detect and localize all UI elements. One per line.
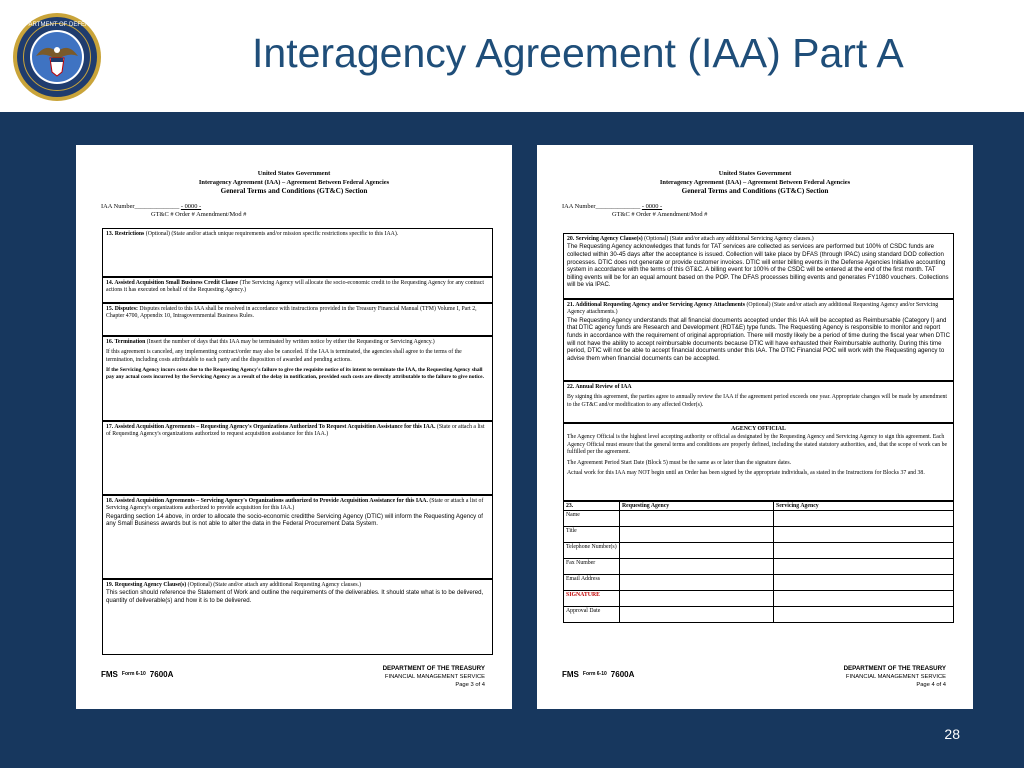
section-21-attachments bbox=[563, 299, 954, 381]
slide-page-number: 28 bbox=[944, 726, 960, 742]
fms-label: FMS bbox=[562, 670, 579, 679]
section-13-title: 13. Restrictions bbox=[106, 231, 145, 237]
section-19-typed-text: This section should reference the Statement of Work and outline the requirements of the deliverables. It should state what is to be delivered, quantity of deliverable(s) and how it is to be delivered. bbox=[106, 589, 484, 604]
sig-row-label: Email Address bbox=[564, 575, 620, 591]
dod-seal-icon bbox=[12, 12, 102, 102]
sig-row-label: Name bbox=[564, 511, 620, 527]
section-14-text: (The Servicing Agency will allocate the socio-economic credit to the Requesting Agency for any contract actions it has executed on behalf of the Requesting Agency.) bbox=[106, 280, 484, 294]
section-16-para3: If the Servicing Agency incurs costs due to the Requesting Agency's failure to give the requisite notice of its intent to terminate the IAA, the Requesting Agency shall pay any actual costs incurred by the Servicing Agency as a result of the delay in notification, provided such costs are directly attributable to the failure to give notice. bbox=[106, 367, 484, 381]
sig-row-label: Title bbox=[564, 527, 620, 543]
footer-service: FINANCIAL MANAGEMENT SERVICE bbox=[845, 674, 946, 680]
sig-cell-servicing bbox=[774, 527, 954, 543]
section-15-disputes bbox=[102, 303, 493, 336]
sig-cell-requesting bbox=[620, 575, 774, 591]
section-13-restrictions bbox=[102, 228, 493, 277]
section-18-typed-text: Regarding section 14 above, in order to allocate the socio-economic creditthe Servicing Agency (DTIC) will inform the Requesting Agency of any Small Business awards but is not able to alter the data in the Federal Procurement Data System. bbox=[106, 512, 483, 528]
sig-cell-servicing bbox=[774, 559, 954, 575]
table-row bbox=[564, 511, 954, 527]
gtc-row: GT&C # Order # Amendment/Mod # bbox=[612, 211, 708, 218]
table-row bbox=[564, 543, 954, 559]
iaa-number-row: IAA Number______________ - 0000 - bbox=[101, 203, 202, 210]
section-17-text: (State or attach a list of Requesting Agency's organizations authorized to request acquisition assistance for this IAA.) bbox=[106, 424, 485, 438]
footer-service: FINANCIAL MANAGEMENT SERVICE bbox=[384, 674, 485, 680]
sig-row-label: Approval Date bbox=[564, 607, 620, 623]
agency-official-section bbox=[563, 423, 954, 501]
section-20-typed-text: The Requesting Agency acknowledges that funds for TAT services are collected as services are performed but 100% of CSDC funds are collected within 30-45 days after the acceptance is issued. Collection will take place by DFAS (through IPAC) using standard DOD collection processes. DTIC does not generate or provide customer invoices. DTIC will enter billing events in the Defense Agencies Initiative accounting system in accordance with the terms of this GT&C. A billing event for 100% of the CSDC will be entered at the end of the first month. TAT billing events will be for an equal amount based on the POP. The DFAS processes billing events and generates FY1080 vouchers. Collections will be via IPAC. bbox=[567, 243, 949, 289]
doc-header-line1: United States Government bbox=[718, 170, 792, 177]
section-20-text: (Optional) (State and/or attach any additional Servicing Agency clauses.) bbox=[644, 236, 814, 242]
svg-text:DEPARTMENT OF DEFENSE: DEPARTMENT OF DEFENSE bbox=[16, 22, 98, 28]
sig-cell-servicing bbox=[774, 543, 954, 559]
section-22-annual-review bbox=[563, 381, 954, 423]
footer-dept: DEPARTMENT OF THE TREASURY bbox=[382, 665, 485, 672]
table-row bbox=[564, 559, 954, 575]
section-22-title: 22. Annual Review of IAA bbox=[567, 384, 632, 390]
section-16-termination bbox=[102, 336, 493, 421]
agency-official-p2: The Agreement Period Start Date (Block 5) must be the same as or later than the signature dates. bbox=[567, 459, 792, 466]
sig-row-label-signature: SIGNATURE bbox=[564, 591, 620, 607]
table-row bbox=[564, 607, 954, 623]
section-19-text: (Optional) (State and/or attach any additional Requesting Agency clauses.) bbox=[187, 582, 362, 588]
document-page-4 bbox=[537, 145, 973, 709]
sig-cell-requesting bbox=[620, 591, 774, 607]
document-header bbox=[76, 145, 512, 196]
section-19-requesting-clauses bbox=[102, 579, 493, 655]
section-17-title: 17. Assisted Acquisition Agreements – Requesting Agency's Organizations Authorized To Request Acquisition Assistance for this IAA. bbox=[106, 424, 436, 430]
section-22-text: By signing this agreement, the parties agree to annually review the IAA if the agreement period exceeds one year. Appropriate changes will be made by amendment to the GT&C and/or modification to any affected Order(s). bbox=[567, 394, 948, 408]
signature-table bbox=[563, 501, 954, 623]
footer-page-number: Page 4 of 4 bbox=[916, 682, 946, 688]
sig-cell-servicing bbox=[774, 591, 954, 607]
section-17-requesting-orgs bbox=[102, 421, 493, 495]
sig-cell-requesting bbox=[620, 607, 774, 623]
doc-header-line3: General Terms and Conditions (GT&C) Section bbox=[220, 187, 368, 196]
document-page-3 bbox=[76, 145, 512, 709]
sig-cell-requesting bbox=[620, 559, 774, 575]
section-20-title: 20. Servicing Agency Clause(s) bbox=[567, 236, 643, 242]
form-id bbox=[562, 670, 634, 679]
sig-cell-requesting bbox=[620, 543, 774, 559]
form-number: 7600A bbox=[149, 670, 174, 679]
agency-official-p1: The Agency Official is the highest level accepting authority or official as designated by the Requesting Agency and Servicing Agency to sign this agreement. Each Agency Official must ensure that the general terms and conditions are properly defined, including the stated statutory authorities, and, that the scope of work can be fulfilled per the agreement. bbox=[567, 434, 948, 456]
table-row bbox=[564, 575, 954, 591]
sig-cell-servicing bbox=[774, 607, 954, 623]
sig-table-number: 23. bbox=[564, 502, 620, 511]
document-footer bbox=[383, 665, 485, 689]
fms-label: FMS bbox=[101, 670, 118, 679]
sig-table-requesting-header: Requesting Agency bbox=[620, 502, 774, 511]
section-18-text: (State or attach a list of Servicing Agency's organizations authorized to provide acquisition for this IAA.) bbox=[106, 498, 484, 512]
document-header bbox=[537, 145, 973, 196]
sig-cell-servicing bbox=[774, 575, 954, 591]
gtc-row: GT&C # Order # Amendment/Mod # bbox=[151, 211, 247, 218]
doc-header-line2: Interagency Agreement (IAA) – Agreement Between Federal Agencies bbox=[659, 178, 851, 186]
section-14-title: 14. Assisted Acquisition Small Business Credit Clause bbox=[106, 280, 239, 286]
iaa-number-label: IAA Number bbox=[101, 203, 135, 210]
section-16-title: 16. Termination bbox=[106, 339, 146, 345]
section-19-title: 19. Requesting Agency Clause(s) bbox=[106, 582, 187, 588]
section-21-typed-text: The Requesting Agency understands that all financial documents accepted under this IAA will be accepted as Reimbursable (Category I) and that DTIC agency funds are Research and Development (RDT&E) type funds. The Requesting Agency is responsible to monitor and report funds in accordance with the requirement of original appropriation. There will mostly likely be a period of time during the fiscal year when DTIC will not have the ability to accept reimbursable documents because DTIC will have exhausted their Reimbursable authority. During this time period, DTIC will not be able to accept financial documents under this IAA. The DTIC Financial POC will work with the Requesting agency to advise them when financial documents can be accepted. bbox=[567, 316, 950, 362]
table-row bbox=[564, 527, 954, 543]
section-18-servicing-orgs bbox=[102, 495, 493, 579]
section-21-text: (Optional) (State and/or attach any additional Requesting Agency and/or Servicing Agency attachments.) bbox=[567, 302, 939, 316]
iaa-number-row: IAA Number______________ - 0000 - bbox=[562, 203, 663, 210]
agency-official-title: AGENCY OFFICIAL bbox=[731, 426, 786, 432]
section-15-text: Disputes related to this IAA shall be resolved in accordance with instructions provided in the Treasury Financial Manual (TFM) Volume I, Part 2, Chapter 4700, Appendix 10, Intragovernmental Business Rules. bbox=[106, 306, 477, 320]
form-label: Form 6-10 bbox=[582, 670, 607, 677]
section-15-title: 15. Disputes: bbox=[106, 306, 138, 312]
agency-official-p3: Actual work for this IAA may NOT begin until an Order has been signed by the appropriate individuals, as stated in the Instructions for Blocks 37 and 38. bbox=[567, 470, 925, 477]
doc-header-line2: Interagency Agreement (IAA) – Agreement Between Federal Agencies bbox=[198, 178, 390, 186]
doc-header-line1: United States Government bbox=[257, 170, 331, 177]
slide-title: Interagency Agreement (IAA) Part A bbox=[252, 30, 904, 76]
section-16-para2: If this agreement is canceled, any implementing contract/order may also be canceled. If the IAA is terminated, the agencies shall agree to the terms of the termination, including costs attributable to each party and the disposition of awarded and pending actions. bbox=[106, 349, 462, 363]
form-number: 7600A bbox=[610, 670, 635, 679]
section-16-text: (Insert the number of days that this IAA may be terminated by written notice by either the Requesting or Servicing Agency.) bbox=[146, 339, 435, 345]
sig-cell-requesting bbox=[620, 527, 774, 543]
footer-dept: DEPARTMENT OF THE TREASURY bbox=[843, 665, 946, 672]
section-21-title: 21. Additional Requesting Agency and/or Servicing Agency Attachments bbox=[567, 302, 745, 308]
sig-cell-requesting bbox=[620, 511, 774, 527]
sig-row-label: Telephone Number(s) bbox=[564, 543, 620, 559]
iaa-number-label: IAA Number bbox=[562, 203, 596, 210]
section-18-title: 18. Assisted Acquisition Agreements – Servicing Agency's Organizations authorized to Provide Acquisition Assistance for this IAA. bbox=[106, 498, 428, 504]
iaa-number-value: - 0000 - bbox=[180, 203, 202, 210]
sig-table-servicing-header: Servicing Agency bbox=[774, 502, 954, 511]
form-label: Form 6-10 bbox=[121, 670, 146, 677]
section-14-small-business bbox=[102, 277, 493, 303]
slide-header bbox=[0, 0, 1024, 112]
footer-page-number: Page 3 of 4 bbox=[455, 682, 485, 688]
doc-header-line3: General Terms and Conditions (GT&C) Section bbox=[681, 187, 829, 196]
form-id bbox=[101, 670, 173, 679]
iaa-number-value: - 0000 - bbox=[641, 203, 663, 210]
section-20-servicing-clauses bbox=[563, 233, 954, 299]
document-footer bbox=[844, 665, 946, 689]
table-row bbox=[564, 591, 954, 607]
section-13-text: (Optional) (State and/or attach unique requirements and/or mission specific restrictions specific to this IAA). bbox=[145, 231, 399, 237]
signature-table-header bbox=[564, 502, 954, 511]
sig-row-label: Fax Number bbox=[564, 559, 620, 575]
sig-cell-servicing bbox=[774, 511, 954, 527]
